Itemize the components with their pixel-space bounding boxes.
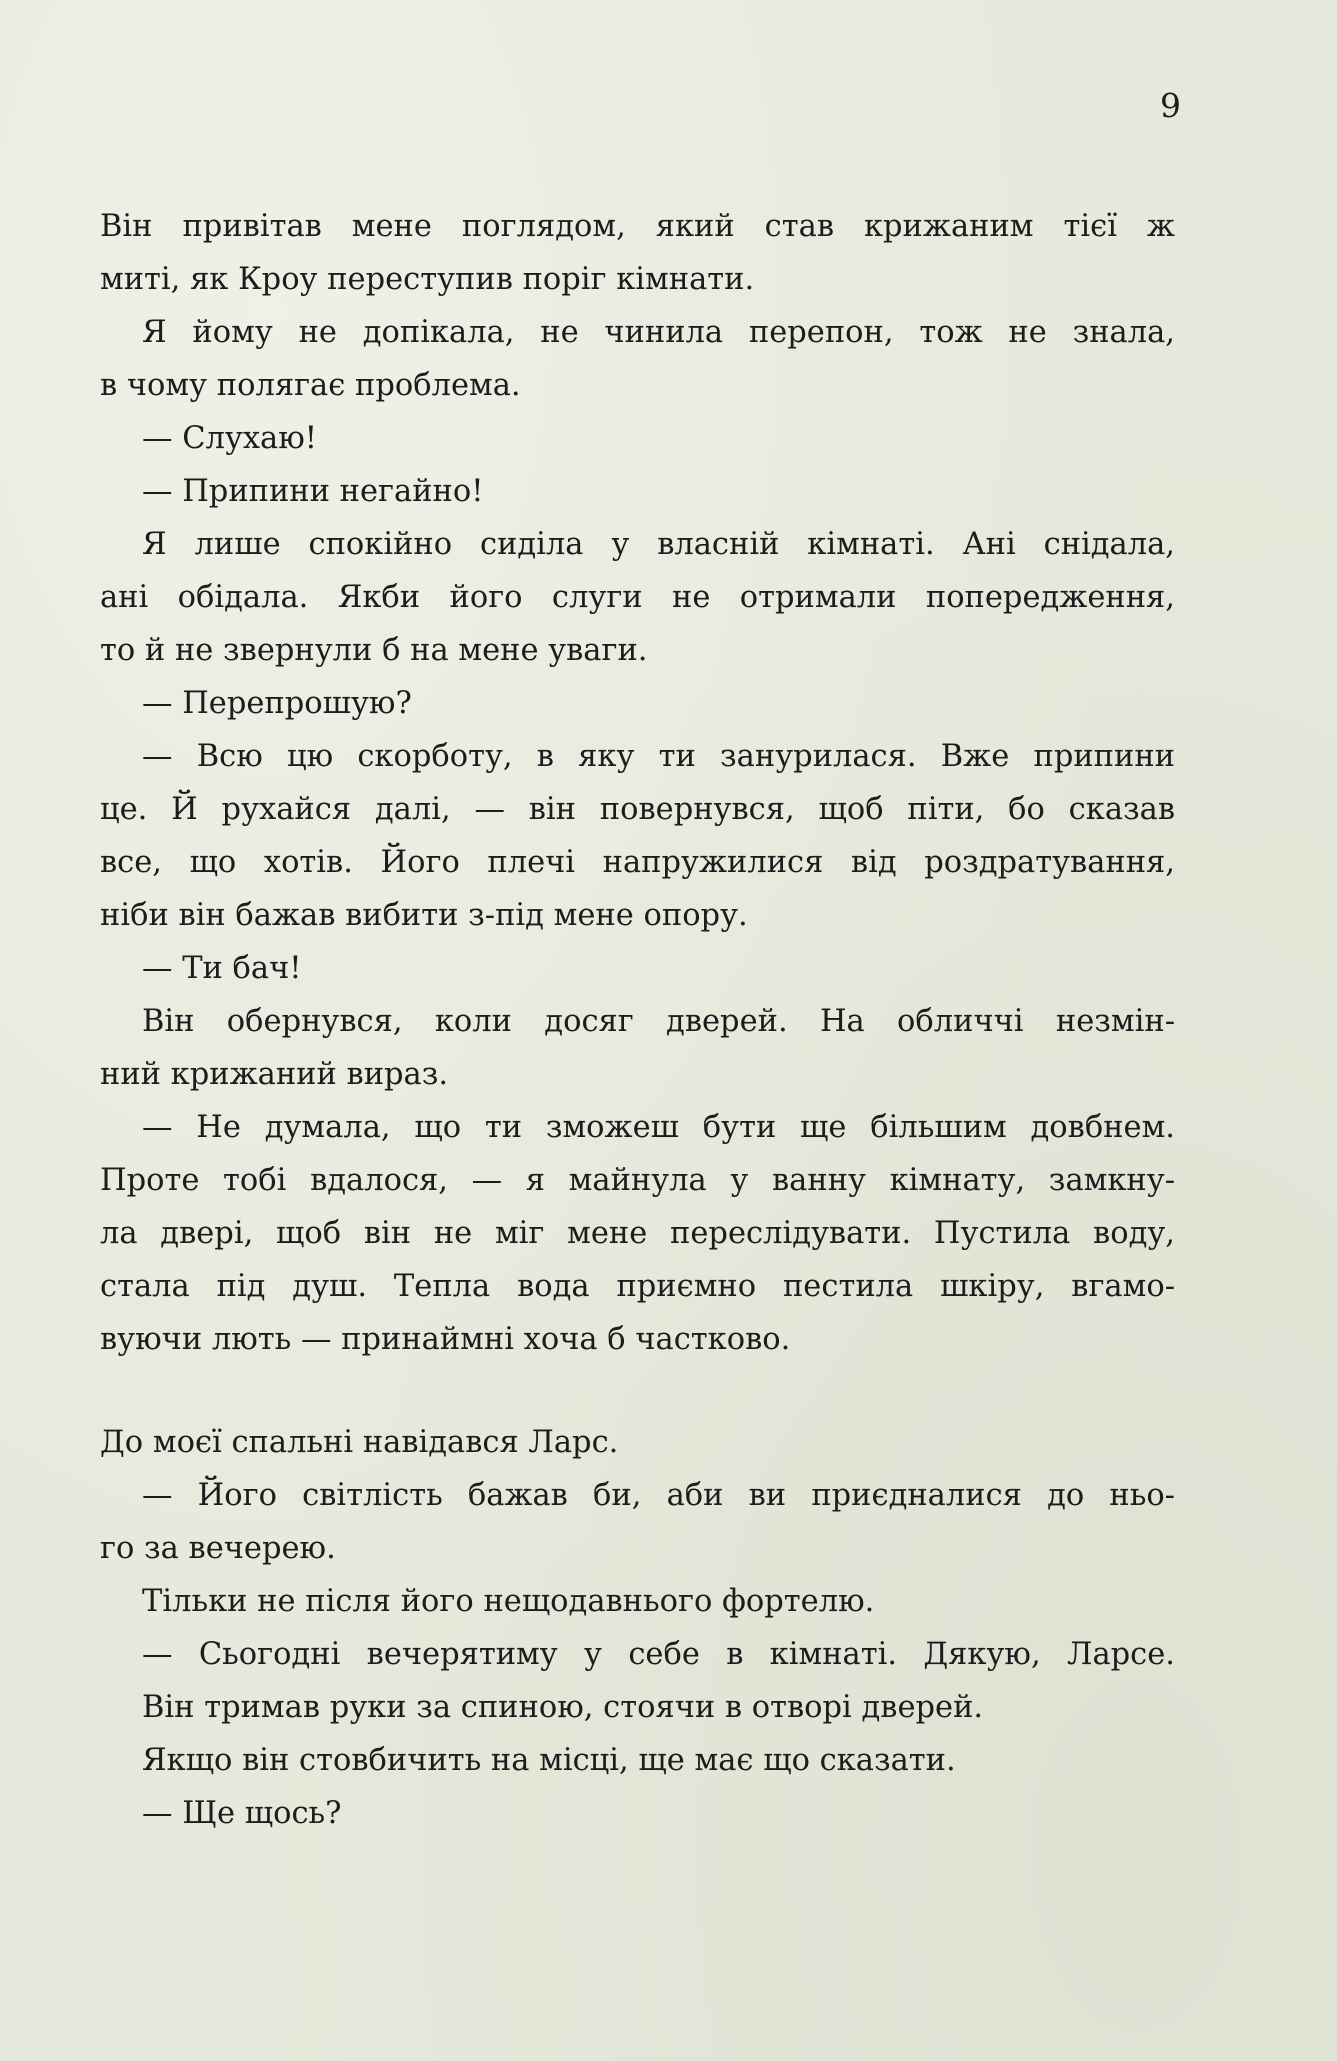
text-line: стала під душ. Тепла вода приємно пестила шкіру, вгамо- bbox=[100, 1269, 1175, 1304]
text-line: ний крижаний вираз. bbox=[100, 1057, 449, 1092]
text-line: Він тримав руки за спиною, стоячи в отворі дверей. bbox=[142, 1690, 984, 1725]
text-line: ла двері, щоб він не міг мене переслідувати. Пустила воду, bbox=[100, 1216, 1175, 1251]
text-line: — Всю цю скорботу, в яку ти занурилася. Вже припини bbox=[142, 739, 1175, 774]
text-line: то й не звернули б на мене уваги. bbox=[100, 633, 648, 668]
page-number: 9 bbox=[1160, 86, 1182, 125]
body-text bbox=[100, 200, 1175, 1840]
text-line: Якщо він стовбичить на місці, ще має що сказати. bbox=[142, 1743, 956, 1778]
text-line: Я йому не допікала, не чинила перепон, тож не знала, bbox=[142, 315, 1175, 350]
text-line: — Ще щось? bbox=[142, 1796, 342, 1831]
text-line: — Ти бач! bbox=[142, 951, 302, 986]
text-line: — Його світлість бажав би, аби ви приєдналися до ньо- bbox=[142, 1478, 1175, 1513]
text-line: в чому полягає проблема. bbox=[100, 368, 521, 403]
text-line: вуючи лють — принаймні хоча б частково. bbox=[100, 1322, 791, 1357]
text-line: Я лише спокійно сиділа у власній кімнаті. Ані снідала, bbox=[142, 527, 1175, 562]
text-line: миті, як Кроу переступив поріг кімнати. bbox=[100, 262, 755, 297]
text-line: До моєї спальні навідався Ларс. bbox=[100, 1425, 619, 1460]
text-line: ані обідала. Якби його слуги не отримали попередження, bbox=[100, 580, 1175, 615]
text-line: — Припини негайно! bbox=[142, 474, 484, 509]
text-line: все, що хотів. Його плечі напружилися від роздратування, bbox=[100, 845, 1175, 880]
text-line: — Сьогодні вечерятиму у себе в кімнаті. Дякую, Ларсе. bbox=[142, 1637, 1175, 1672]
text-line: — Не думала, що ти зможеш бути ще більшим довбнем. bbox=[142, 1110, 1175, 1145]
text-line: ніби він бажав вибити з-під мене опору. bbox=[100, 898, 748, 933]
text-line: Проте тобі вдалося, — я майнула у ванну кімнату, замкну- bbox=[100, 1163, 1175, 1198]
text-line: Тільки не після його нещодавнього фортелю. bbox=[142, 1584, 875, 1619]
text-line: це. Й рухайся далі, — він повернувся, щоб піти, бо сказав bbox=[100, 792, 1175, 827]
text-line: — Слухаю! bbox=[142, 421, 318, 456]
text-line: Він привітав мене поглядом, який став крижаним тієї ж bbox=[100, 209, 1175, 244]
text-line: Він обернувся, коли досяг дверей. На обличчі незмін- bbox=[142, 1004, 1175, 1039]
text-line: — Перепрошую? bbox=[142, 686, 412, 721]
text-line: го за вечерею. bbox=[100, 1531, 336, 1566]
